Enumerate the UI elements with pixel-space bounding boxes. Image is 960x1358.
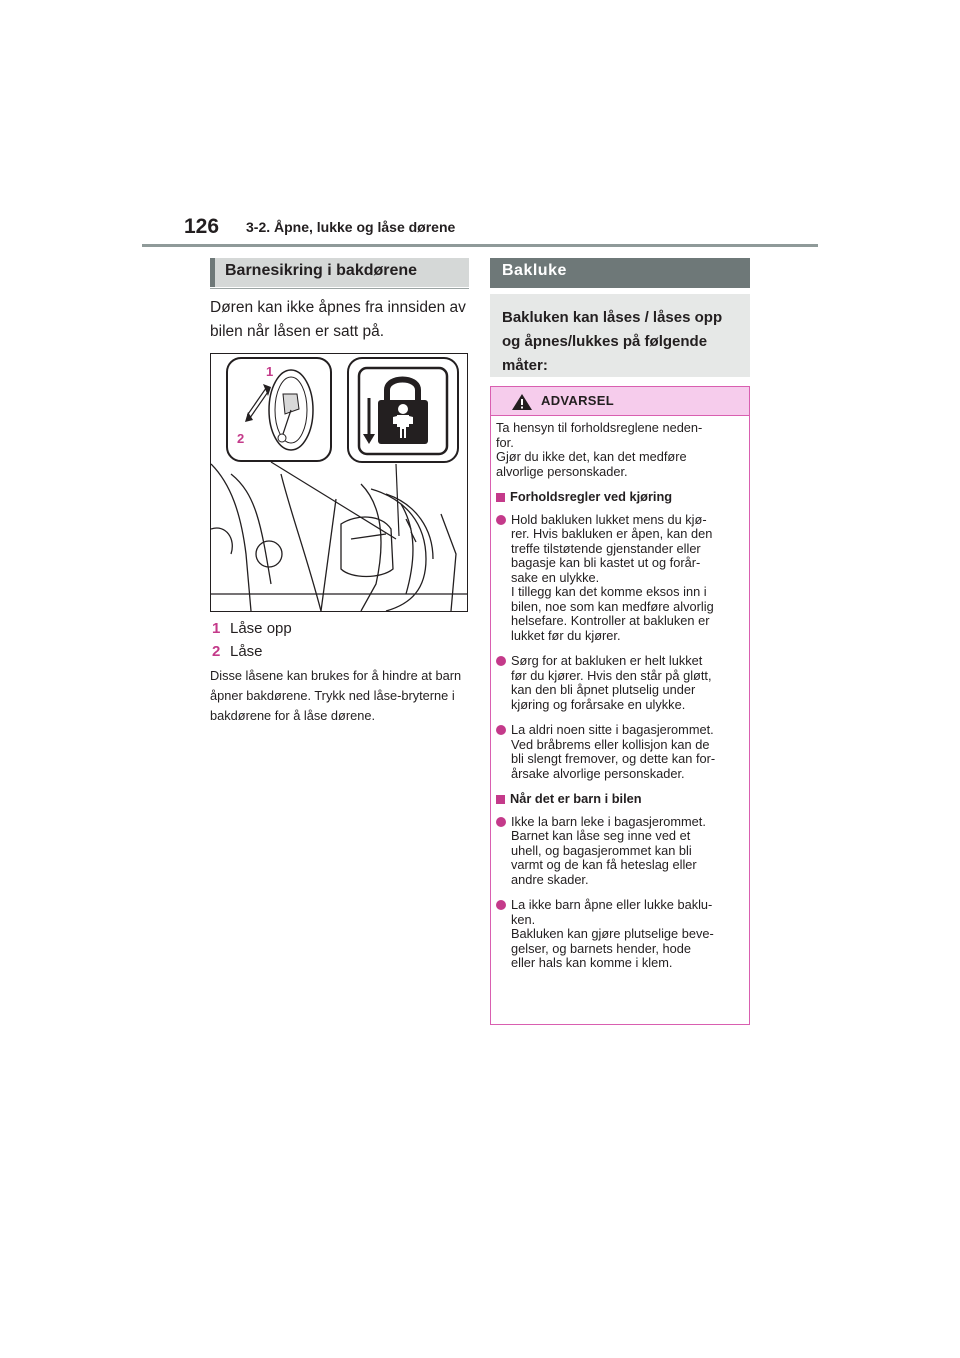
section-title: Når det er barn i bilen [510,791,642,806]
warning-bullet [496,815,744,888]
warning-header [491,387,749,416]
warning-section-driving [496,490,744,505]
subheading-text: Bakluken kan låses / låses opp og åpnes/lukkes på følgende måter: [502,309,723,374]
bullet-text: La ikke barn åpne eller lukke baklu- ken. Bakluken kan gjøre plutselige beve- gelser, og barnets hender, hode eller hals kan komme i klem. [511,897,714,970]
section-title: Forholdsregler ved kjøring [510,489,673,504]
header-rule [142,244,818,247]
label-2: 2 [237,431,245,446]
warning-triangle-icon [511,393,533,411]
subheading-box [490,294,750,377]
bullet-icon [496,900,506,910]
bullet-icon [496,817,506,827]
warning-box [490,386,750,1025]
warning-bullet [496,898,744,971]
section-heading-text: Barnesikring i bakdørene [225,262,418,279]
bullet-text: Ikke la barn leke i bagasjerommet. Barnet kan låse seg inne ved et uhell, og bagasjerommet kan bli varmt og de kan få heteslag eller andre skader. [511,813,706,887]
item-label: Låse [230,643,263,660]
item-number: 2 [212,643,221,660]
warning-title: ADVARSEL [541,393,614,408]
child-lock-illustration [210,353,468,612]
bullet-icon [496,656,506,666]
section-heading-text: Bakluke [502,262,567,279]
item-number: 1 [212,620,221,637]
list-item [212,619,292,639]
warning-bullet [496,654,744,712]
section-heading-tailgate [490,258,750,288]
note-paragraph: Disse låsene kan brukes for å hindre at barn åpner bakdørene. Trykk ned låse-bryterne i bakdørene for å låse dørene. [210,668,462,723]
square-bullet-icon [496,795,505,804]
warning-section-children [496,792,744,807]
warning-bullet [496,513,744,644]
item-label: Låse opp [230,620,292,637]
label-1: 1 [266,364,274,379]
bullet-text: La aldri noen sitte i bagasjerommet. Ved bråbrems eller kollisjon kan de bli slengt fremover, og dette kan for- årsake alvorlige personskader. [511,722,716,781]
page-number: 126 [184,215,220,238]
warning-intro: Ta hensyn til forholdsreglene neden- for. Gjør du ikke det, kan det medføre alvorlige personskader. [496,420,703,479]
list-item [212,642,263,662]
bullet-icon [496,515,506,525]
warning-body [496,421,744,971]
bullet-text: Hold bakluken lukket mens du kjø- rer. Hvis bakluken er åpen, kan den treffe tilstøtende gjenstander eller bagasje kan bli kastet ut og forår- sake en ulykke. I tillegg kan det komme eksos inn i bilen, noe som kan medføre alvorlig helsefare. Kontroller at bakluken er lukket før du kjører. [511,511,714,643]
warning-bullet [496,723,744,781]
intro-paragraph: Døren kan ikke åpnes fra innsiden av bilen når låsen er satt på. [210,299,466,340]
section-heading-child-lock [210,258,469,287]
square-bullet-icon [496,493,505,502]
bullet-icon [496,725,506,735]
bullet-text: Sørg for at bakluken er helt lukket før du kjører. Hvis den står på gløtt, kan den bli åpnet plutselig under kjøring og forårsake en ulykke. [511,653,712,712]
chapter-title: 3-2. Åpne, lukke og låse dørene [246,219,456,235]
heading-underline [210,288,469,289]
